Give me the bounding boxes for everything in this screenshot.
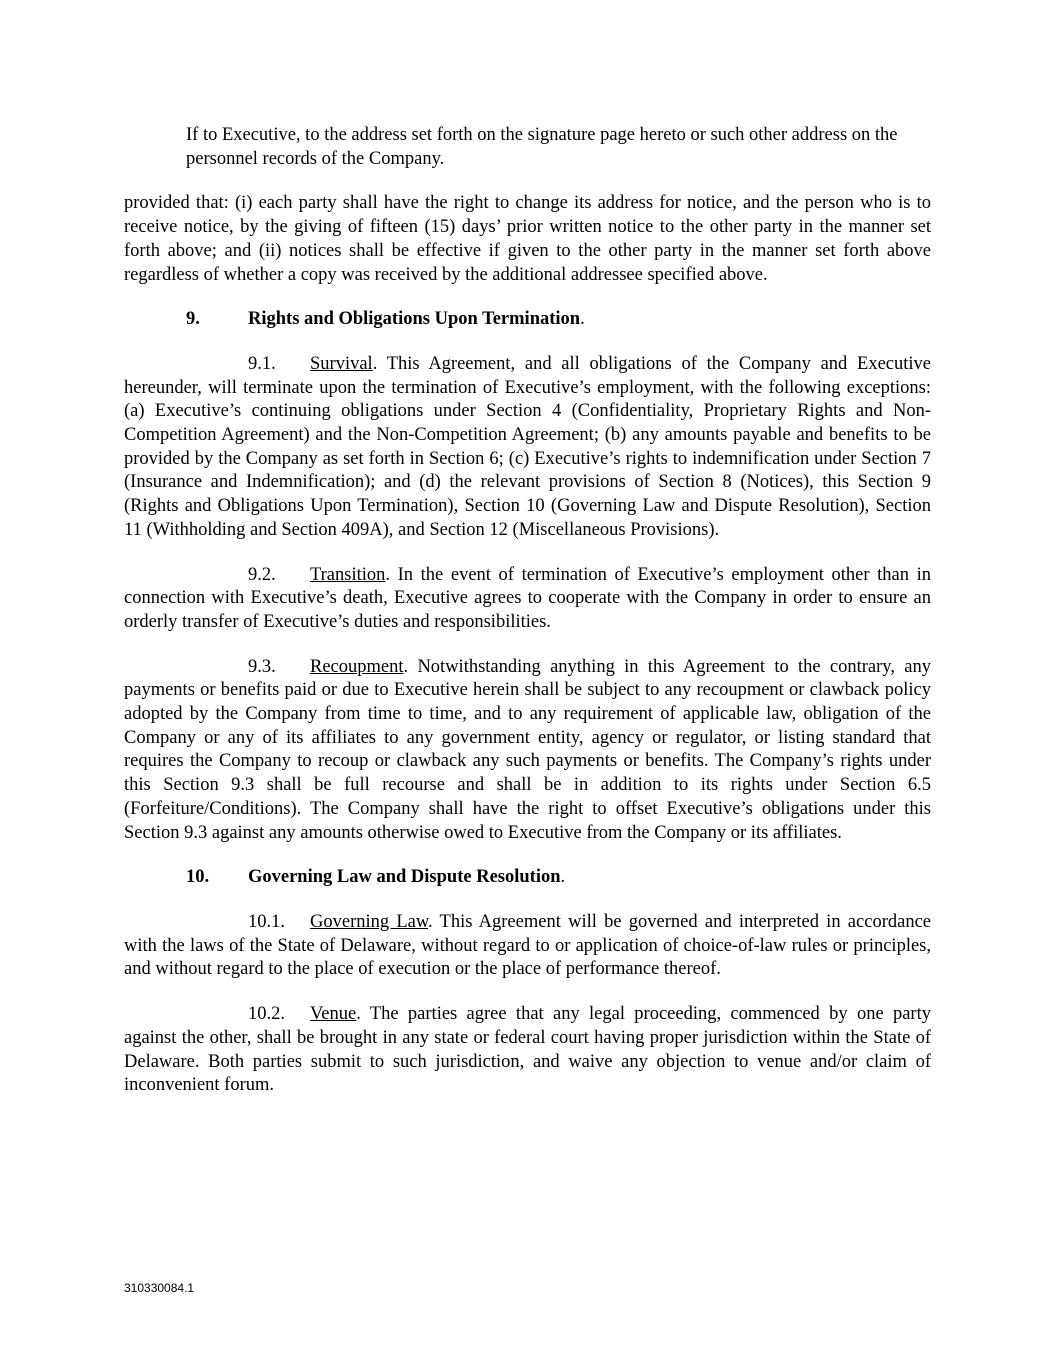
section-10-2-number: 10.2.: [248, 1004, 285, 1025]
section-10-1-text: This Agreement will be governed and interpreted in accordance with the laws of the State of Delaware, without regard to or application of choice-of-law rules or principles, and without regard to the place of execution or the place of performance thereof.: [124, 911, 931, 980]
section-9-2-heading-suffix: .: [385, 564, 391, 585]
section-10-1-number: 10.1.: [248, 911, 285, 932]
section-9-1-heading-suffix: .: [372, 353, 378, 374]
section-9-2-heading: Transition: [310, 564, 386, 585]
section-10-heading: [186, 866, 931, 890]
section-9-title: Rights and Obligations Upon Termination: [248, 309, 581, 330]
section-9-1-number: 9.1.: [248, 353, 276, 374]
section-9-3-text: Notwithstanding anything in this Agreement to the contrary, any payments or benefits paid or due to Executive herein shall be subject to any recoupment or clawback policy adopted by the Company from time to time, and to any requirement of applicable law, obligation of the Company or any of its affiliates to any government entity, agency or regulator, or listing standard that requires the Company to recoup or clawback any such payments or benefits. The Company’s rights under this Section 9.3 shall be full recourse and shall be in addition to its rights under Section 6.5 (Forfeiture/Conditions). The Company shall have the right to offset Executive’s obligations under this Section 9.3 against any amounts otherwise owed to Executive from the Company or its affiliates.: [124, 656, 931, 843]
section-10-title-suffix: .: [560, 867, 566, 888]
section-10-2-heading-suffix: .: [356, 1004, 361, 1025]
section-10-2: [124, 1003, 931, 1098]
section-9-3: [124, 656, 931, 846]
section-9-number: 9.: [186, 309, 200, 330]
section-9-3-heading-suffix: .: [403, 656, 409, 677]
section-9-3-number: 9.3.: [248, 656, 276, 677]
section-9-heading: [186, 308, 931, 332]
section-10-2-heading: Venue: [310, 1004, 357, 1025]
provided-paragraph: provided that: (i) each party shall have the right to change its address for notice, and the person who is to receive notice, by the giving of fifteen (15) days’ prior written notice to the other party in the manner set forth above; and (ii) notices shall be effective if given to the other party in the manner set forth above regardless of whether a copy was received by the additional addressee specified above.: [124, 193, 931, 285]
section-10-1: [124, 911, 931, 982]
section-9-2-number: 9.2.: [248, 564, 276, 585]
section-10-1-heading: Governing Law: [310, 911, 429, 932]
section-10-title: Governing Law and Dispute Resolution: [248, 867, 561, 888]
section-9-title-suffix: .: [580, 309, 585, 330]
document-body: [124, 124, 931, 1119]
section-10-1-heading-suffix: .: [428, 911, 433, 932]
section-9-1-heading: Survival: [310, 353, 373, 374]
section-10-number: 10.: [186, 867, 210, 888]
section-9-2: [124, 564, 931, 635]
section-10-2-text: The parties agree that any legal proceeding, commenced by one party against the other, shall be brought in any state or federal court having proper jurisdiction within the State of Delaware. Both parties submit to such jurisdiction, and waive any objection to venue and/or claim of inconvenient forum.: [124, 1004, 931, 1096]
document-id-footer: 310330084.1: [124, 1281, 195, 1295]
section-9-3-heading: Recoupment: [310, 656, 404, 677]
section-9-1-text: This Agreement, and all obligations of the Company and Executive hereunder, will terminate upon the termination of Executive’s employment, with the following exceptions: (a) Executive’s continuing obligations under Section 4 (Confidentiality, Proprietary Rights and Non-Competition Agreement) and the Non-Competition Agreement; (b) any amounts payable and benefits to be provided by the Company as set forth in Section 6; (c) Executive’s rights to indemnification under Section 7 (Insurance and Indemnification); and (d) the relevant provisions of Section 8 (Notices), this Section 9 (Rights and Obligations Upon Termination), Section 10 (Governing Law and Dispute Resolution), Section 11 (Withholding and Section 409A), and Section 12 (Miscellaneous Provisions).: [124, 353, 931, 540]
section-9-1: [124, 353, 931, 543]
address-block: If to Executive, to the address set forth on the signature page hereto or such other address on the personnel records of the Company.: [186, 125, 898, 169]
section-9-2-text: In the event of termination of Executive’s employment other than in connection with Executive’s death, Executive agrees to cooperate with the Company in order to ensure an orderly transfer of Executive’s duties and responsibilities.: [124, 564, 931, 632]
